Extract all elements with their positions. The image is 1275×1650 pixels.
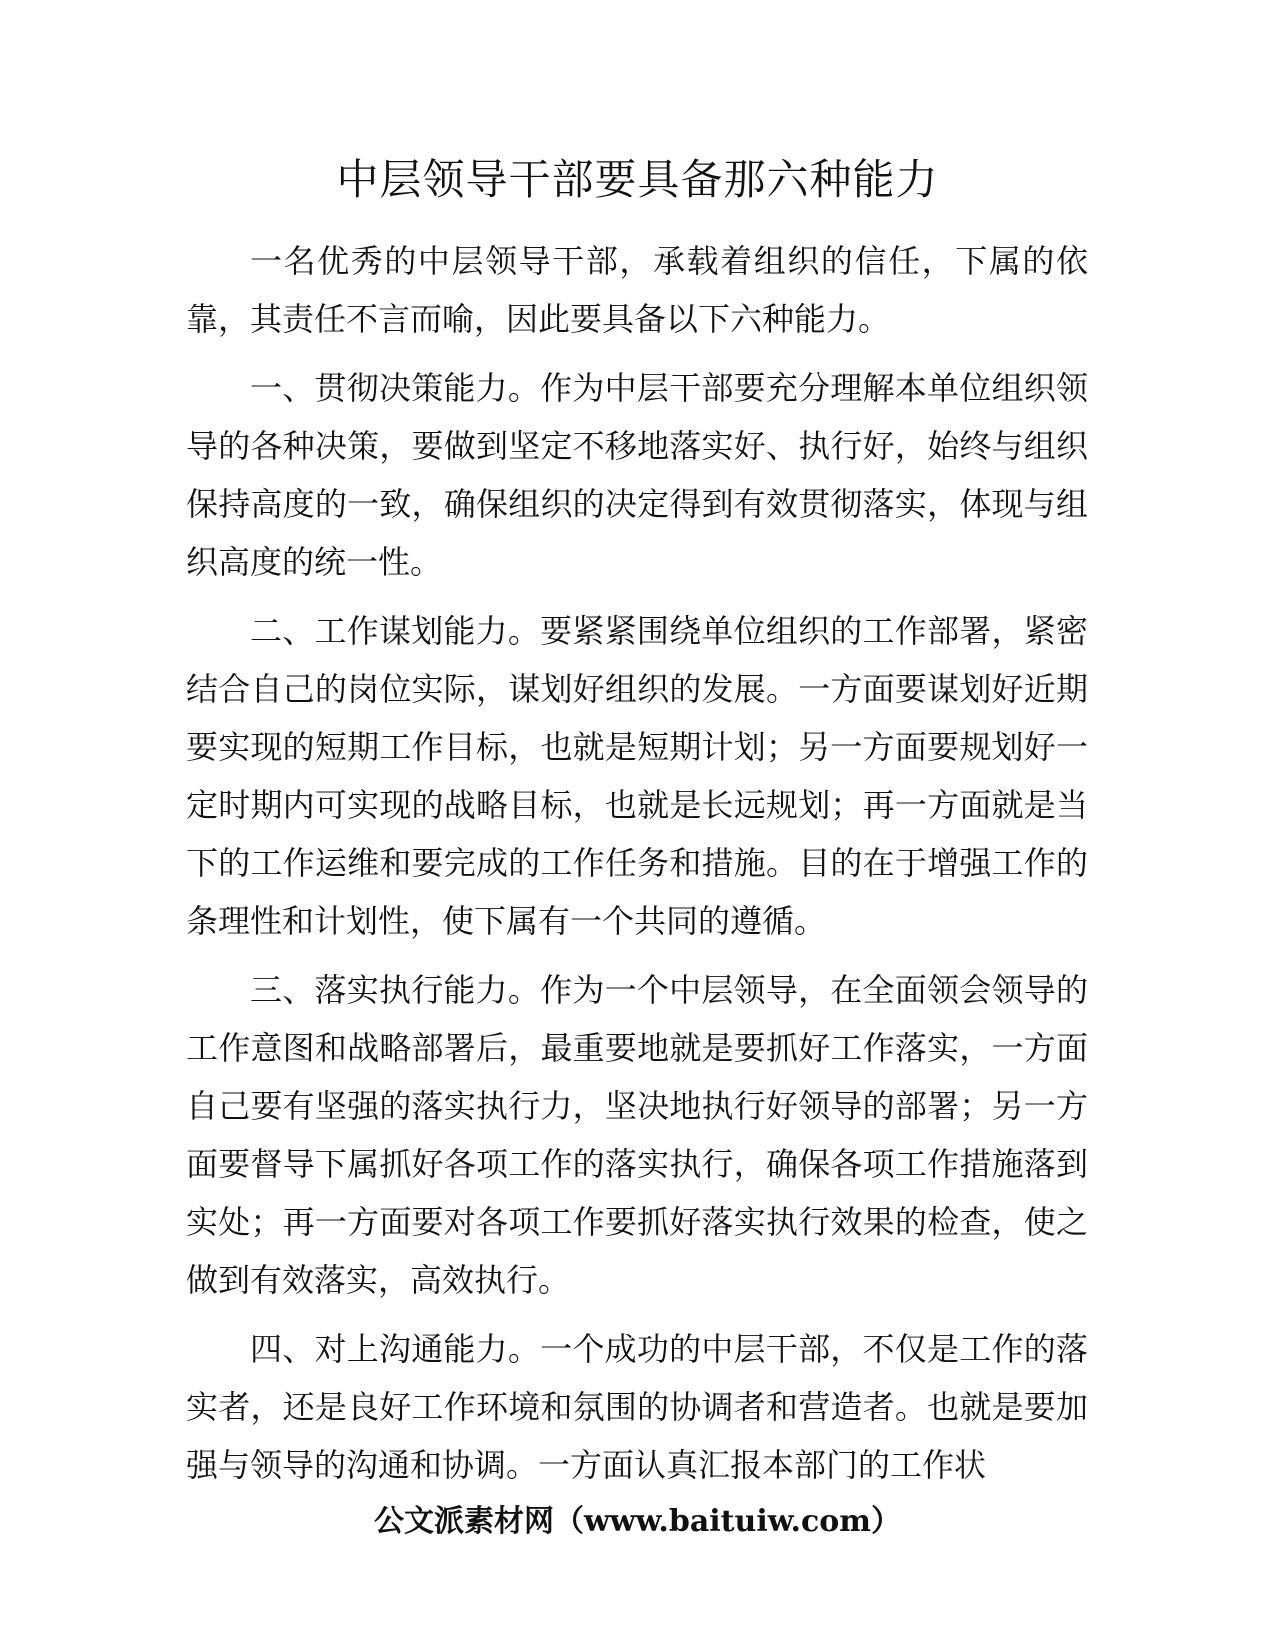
paragraph-execution-ability: 三、落实执行能力。作为一个中层领导，在全面领会领导的工作意图和战略部署后，最重要地就是要抓好工作落实，一方面自己要有坚强的落实执行力，坚决地执行好领导的部署；另一方面要督导下属抓好各项工作的落实执行，确保各项工作措施落到实处；再一方面要对各项工作要抓好落实执行效果的检查，使之做到有效落实，高效执行。 [186,971,1088,1299]
paragraph-planning-ability: 二、工作谋划能力。要紧紧围绕单位组织的工作部署，紧密结合自己的岗位实际，谋划好组织的发展。一方面要谋划好近期要实现的短期工作目标，也就是短期计划；另一方面要规划好一定时期内可实现的战略目标，也就是长远规划；再一方面就是当下的工作运维和要完成的工作任务和措施。目的在于增强工作的条理性和计划性，使下属有一个共同的遵循。 [186,612,1088,940]
paragraph-decision-ability: 一、贯彻决策能力。作为中层干部要充分理解本单位组织领导的各种决策，要做到坚定不移地落实好、执行好，始终与组织保持高度的一致，确保组织的决定得到有效贯彻落实，体现与组织高度的统一性。 [186,369,1088,581]
page-footer: 公文派素材网（www.baituiw.com） [373,1504,902,1539]
document-title: 中层领导干部要具备那六种能力 [336,155,939,204]
paragraph-communication-ability: 四、对上沟通能力。一个成功的中层干部，不仅是工作的落实者，还是良好工作环境和氛围的协调者和营造者。也就是要加强与领导的沟通和协调。一方面认真汇报本部门的工作状 [186,1330,1088,1484]
paragraph-intro: 一名优秀的中层领导干部，承载着组织的信任，下属的依靠，其责任不言而喻，因此要具备以下六种能力。 [186,242,1088,338]
document-body [186,232,1088,1505]
